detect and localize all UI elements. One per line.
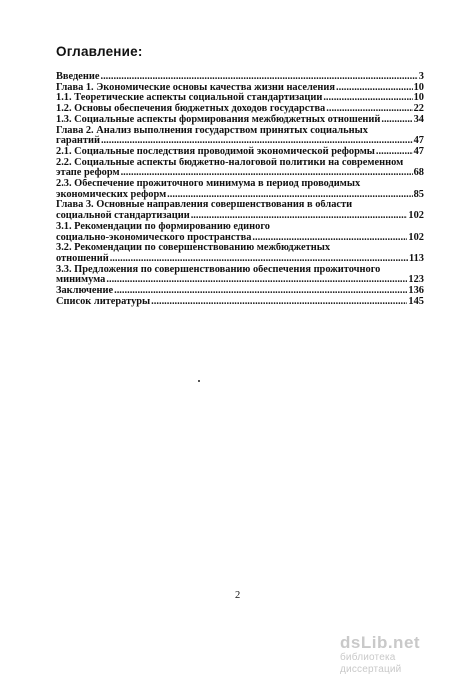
toc-entry-title-line: этапе реформ (56, 167, 120, 179)
toc-entry-page-number: 85 (413, 188, 424, 200)
toc-entry-leader-row (56, 147, 424, 158)
toc-entry-title-line: 3.1. Рекомендации по формированию единого (56, 221, 270, 232)
dot-leader (381, 115, 412, 126)
toc-entry-title-line: 2.1. Социальные последствия проводимой экономической реформы (56, 145, 375, 157)
toc-entry-title-line: 3.2. Рекомендации по совершенствованию межбюджетных (56, 243, 331, 254)
toc-entry (56, 158, 424, 179)
toc-entry-title-line: гарантий (56, 135, 100, 147)
toc-entry-title-line: социально-экономического пространства (56, 231, 252, 243)
dot-leader (323, 93, 412, 104)
toc-entry (56, 147, 424, 158)
toc-entry-title-line: 1.3. Социальные аспекты формирования межбюджетных отношений (56, 113, 381, 125)
dot-leader (114, 286, 407, 297)
toc-entry-title-line: Глава 2. Анализ выполнения государством принятых социальных (56, 125, 368, 136)
toc-entry (56, 179, 424, 200)
toc-entry (56, 265, 424, 286)
scan-speck (198, 380, 200, 382)
toc-entry-title-line: 2.3. Обеспечение прожиточного минимума в период проводимых (56, 179, 361, 190)
toc-entry (56, 297, 424, 308)
toc-heading: Оглавление: (56, 44, 143, 59)
toc-entry-leader-row (56, 211, 424, 222)
toc-entry-leader-row (56, 190, 424, 201)
toc-entry (56, 115, 424, 126)
dot-leader (376, 147, 413, 158)
dot-leader (336, 83, 413, 94)
toc-entry-page-number: 68 (413, 167, 424, 179)
toc-entry-page-number: 10 (413, 92, 424, 104)
page-number: 2 (235, 590, 241, 601)
toc-entry-title-line: Глава 3. Основные направления совершенствования в области (56, 200, 353, 211)
toc-entry-title-line: 1.1. Теоретические аспекты социальной стандартизации (56, 92, 323, 104)
toc-entry-page-number: 113 (408, 252, 424, 264)
toc-entry-title-line: минимума (56, 274, 106, 286)
table-of-contents (56, 72, 424, 307)
toc-entry-title-line: Введение (56, 71, 100, 82)
toc-entry-title-line: 3.3. Предложения по совершенствованию обеспечения прожиточного (56, 264, 381, 275)
dot-leader (151, 297, 407, 308)
toc-entry-page-number: 10 (413, 81, 424, 93)
toc-entry-leader-row (56, 168, 424, 179)
toc-entry-title-line: отношений (56, 252, 109, 264)
dot-leader (252, 233, 407, 244)
toc-entry-page-number: 34 (413, 113, 424, 125)
toc-entry (56, 243, 424, 264)
toc-entry (56, 126, 424, 147)
dot-leader (167, 190, 412, 201)
toc-entry-page-number: 145 (408, 295, 424, 307)
dot-leader (121, 168, 413, 179)
toc-entry-page-number: 136 (408, 285, 424, 297)
toc-entry-leader-row (56, 297, 424, 308)
toc-entry-page-number: 22 (413, 103, 424, 115)
toc-entry-leader-row (56, 115, 424, 126)
dot-leader (106, 275, 407, 286)
toc-entry-page-number: 47 (413, 135, 424, 147)
toc-entry-leader-row (56, 233, 424, 244)
toc-entry-title-line: социальной стандартизации (56, 210, 190, 222)
toc-entry-page-number: 102 (408, 231, 424, 243)
toc-entry-title-line: экономических реформ (56, 188, 167, 200)
toc-entry-page-number: 123 (408, 274, 424, 286)
watermark-subtitle: библиотека диссертаций (340, 652, 402, 675)
toc-entry-title-line: Список литературы (56, 295, 151, 307)
toc-entry-title-line: 1.2. Основы обеспечения бюджетных доходов государства (56, 103, 326, 115)
toc-entry-page-number: 3 (418, 71, 424, 82)
toc-entry-title-line: Глава 1. Экономические основы качества жизни населения (56, 81, 336, 93)
watermark (340, 634, 450, 676)
dot-leader (110, 254, 408, 265)
toc-entry (56, 200, 424, 221)
toc-entry (56, 222, 424, 243)
toc-entry-leader-row (56, 254, 424, 265)
watermark-logo: dsLib.net (340, 633, 421, 652)
toc-entry-title-line: Заключение (56, 285, 114, 297)
toc-entry-title-line: 2.2. Социальные аспекты бюджетно-налоговой политики на современном (56, 157, 404, 168)
dot-leader (191, 211, 408, 222)
toc-entry-page-number: 47 (413, 145, 424, 157)
toc-entry-page-number: 102 (408, 210, 424, 222)
